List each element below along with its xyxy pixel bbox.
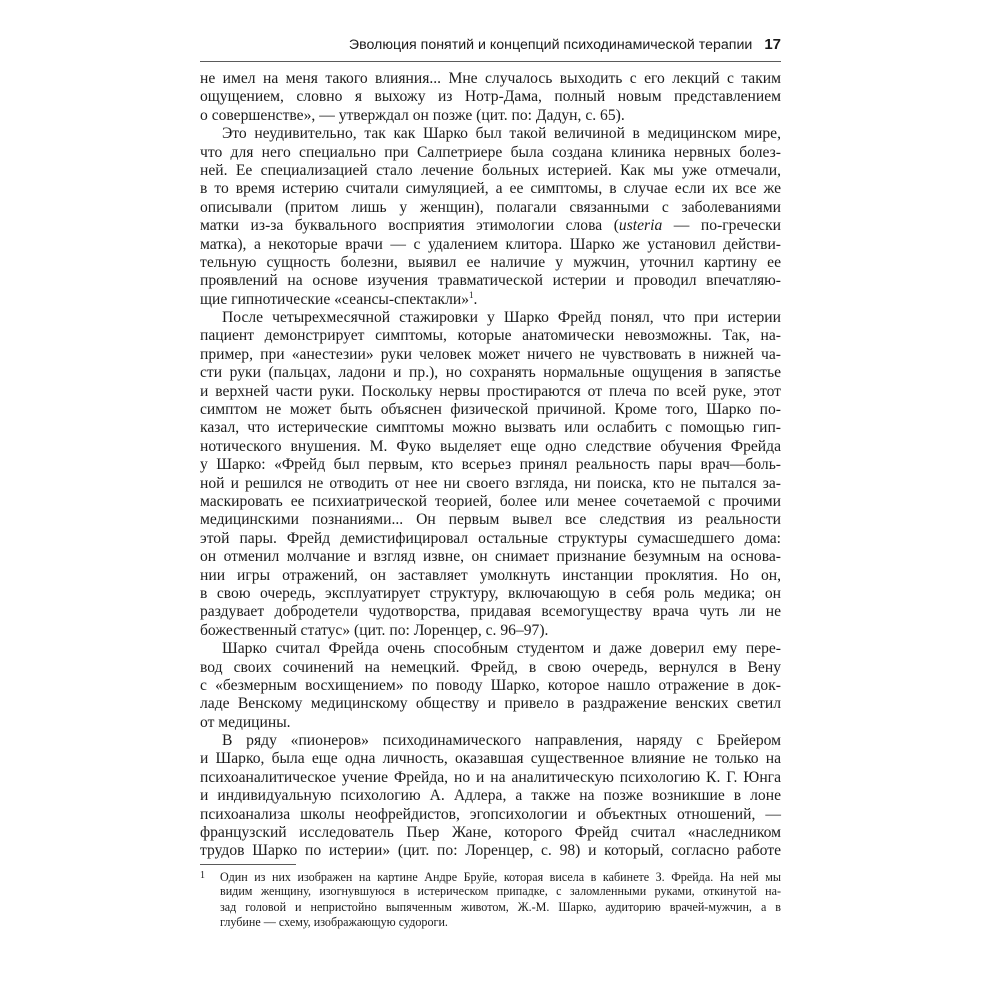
running-header <box>200 36 781 56</box>
text-line: у Шарко: «Фрейд был первым, кто всерьез принял реальность пары врач—боль- <box>200 456 781 474</box>
running-title: Эволюция понятий и концепций психодинамической терапии <box>348 37 753 53</box>
footnote-ref: 1 <box>469 289 474 300</box>
text-line: о совершенстве», — утверждал он позже (цит. по: Дадун, с. 65). <box>200 106 625 124</box>
text-line: нии игры отражений, он заставляет умолкнуть инстанции проклятия. Но он, <box>200 566 781 584</box>
text-line: раздувает добродетели чудотворства, придавая всемогуществу врача чуть ли не <box>200 603 781 621</box>
footnote-line: видим женщину, изогнувшуюся в истерическом припадке, с заломленными руками, откинутой на- <box>220 883 781 898</box>
text-line: пример, при «анестезии» руки человек может ничего не чувствовать в нижней ча- <box>200 345 781 363</box>
text-line: щие гипнотические «сеансы-спектакли»$^1$. <box>200 289 478 308</box>
text-line: нотического внушения. М. Фуко выделяет еще одно следствие обучения Фрейда <box>200 437 781 455</box>
text-line: и индивидуальную психологию А. Адлера, а также на позже возникшие в лоне <box>200 787 781 805</box>
text-line: он отменил молчание и взгляд извне, он снимает признание безумным на основа- <box>200 548 781 566</box>
text-line: В ряду «пионеров» психодинамического направления, наряду с Брейером <box>222 732 781 750</box>
paragraph <box>200 125 781 309</box>
text-line: симптом не может быть объяснен физической причиной. Кроме того, Шарко по- <box>200 401 781 419</box>
text-line: медицинскими познаниями... Он первым вывел все следствия из реальности <box>200 511 781 529</box>
body-text <box>200 70 781 861</box>
text-line: ной и решился не отводить от нее ни своего взгляда, ни поиска, кто не пытался за- <box>200 474 781 492</box>
text-line: от медицины. <box>200 713 291 731</box>
text-line: ощущением, словно я выхожу из Нотр-Дама, полный новым представлением <box>200 88 781 106</box>
text-line: что для него специально при Салпетриере была создана клиника нервных болез- <box>200 143 781 161</box>
text-line: в свою очередь, эксплуатирует структуру, включающую в себя роль медика; он <box>200 584 781 602</box>
text-line: и Шарко, была еще одна личность, оказавшая существенное влияние не только на <box>200 750 781 768</box>
footnote <box>200 868 781 931</box>
text-line: описывали (притом лишь у женщин), полагали связанными с заболеваниями <box>200 198 781 216</box>
page-number: 17 <box>764 36 781 53</box>
text-line: Это неудивительно, так как Шарко был такой величиной в медицинском мире, <box>222 125 781 143</box>
text-line: психоанализа школы неофрейдистов, эгопсихологии и объектных отношений, — <box>200 805 781 823</box>
text-line: божественный статус» (цит. по: Лоренцер, с. 96–97). <box>200 621 549 639</box>
text-line: маскировать ее психиатрической теорией, более или менее сочетаемой с прочими <box>200 492 781 510</box>
text-line: ней. Ее специализацией стало лечение больных истерией. Как мы уже отмечали, <box>200 161 781 179</box>
header-rule <box>200 61 781 62</box>
paragraph <box>200 732 781 861</box>
text-line: пациент демонстрирует симптомы, которые анатомически невозможны. Так, на- <box>200 327 781 345</box>
text-line: тельную сущность болезни, выявил ее наличие у мужчин, уточнил картину ее <box>200 253 781 271</box>
text-line: и верхней части руки. Поскольку нервы простираются от плеча по всей руке, этот <box>200 382 781 400</box>
text-line: с «безмерным восхищением» по поводу Шарко, которое нашло отражение в док- <box>200 676 781 694</box>
text-line: ладе Венскому медицинскому обществу и привело в раздражение венских светил <box>200 695 781 713</box>
footnote-line: зад головой и непристойно выпяченным животом, Ж.-М. Шарко, аудиторию врачей-мужчин, а в <box>220 899 781 914</box>
text-line: французский исследователь Пьер Жане, которого Фрейд считал «наследником <box>200 824 781 842</box>
text-line: Шарко считал Фрейда очень способным студентом и даже доверил ему пере- <box>222 640 781 658</box>
text-line: вод своих сочинений на немецкий. Фрейд, в свою очередь, вернулся в Вену <box>200 658 781 676</box>
paragraph <box>200 640 781 732</box>
footnote-rule <box>200 864 296 865</box>
text-line: казал, что истерические симптомы можно вызвать или ослабить с помощью гип- <box>200 419 781 437</box>
text-line: психоаналитическое учение Фрейда, но и на аналитическую психологию К. Г. Юнга <box>200 768 781 786</box>
text-line: проявлений на основе изучения травматической истерии и проводил впечатляю- <box>200 272 781 290</box>
text-line: матка), а некоторые врачи — с удалением клитора. Шарко же установил действи- <box>200 235 781 253</box>
text-line: трудов Шарко по истерии» (цит. по: Лоренцер, с. 98) и который, согласно работе <box>200 842 781 860</box>
footnote-line: глубине — схему, изображающую судороги. <box>220 915 448 930</box>
text-line: сти руки (пальцах, ладони и пр.), но сохранять нормальные ощущения в запястье <box>200 364 781 382</box>
paragraph <box>200 309 781 640</box>
text-line: этой пары. Фрейд демистифицировал остальные структуры сумасшедшего дома: <box>200 529 781 547</box>
text-line: не имел на меня такого влияния... Мне случалось выходить с его лекций с таким <box>200 70 781 87</box>
footnote-line: 1 Один из них изображен на картине Андре Бруйе, которая висела в кабинете З. Фрейда. На ней мы <box>200 870 781 884</box>
text-line: в то время истерию считали симуляцией, а ее симптомы, в случае если их все же <box>200 180 781 198</box>
text-line: После четырехмесячной стажировки у Шарко Фрейд понял, что при истерии <box>222 309 781 327</box>
paragraph <box>200 70 781 125</box>
text-line: матки из-за буквального восприятия этимологии слова (usteria — по-гречески <box>200 217 781 235</box>
footnote-marker: 1 <box>200 870 205 881</box>
